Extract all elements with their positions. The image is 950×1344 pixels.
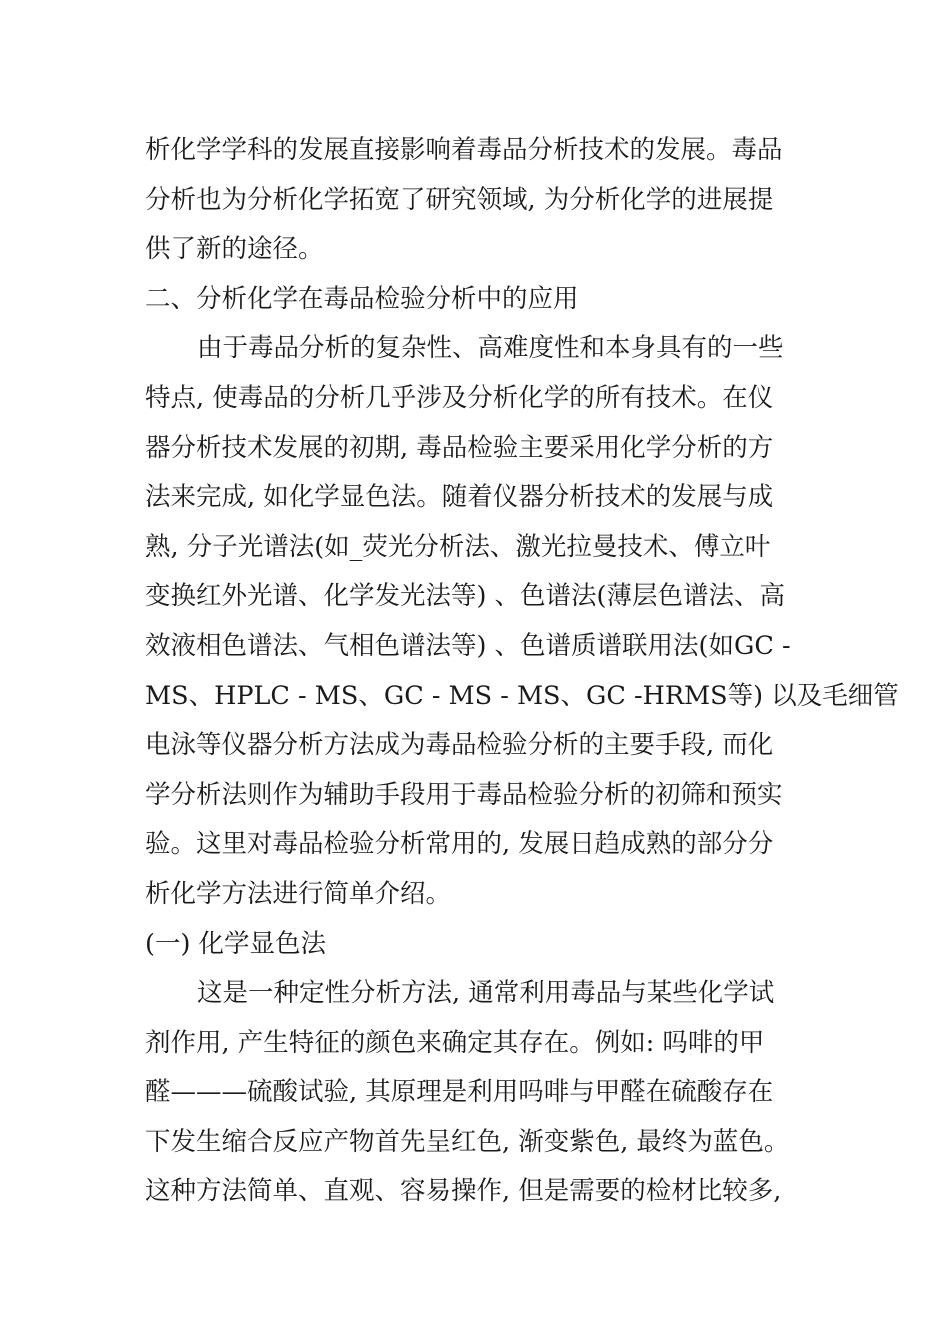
subsection-heading: (一) 化学显色法 (145, 928, 327, 959)
text-line: 验。这里对毒品检验分析常用的, 发展日趋成熟的部分分 (145, 829, 774, 860)
text-line: 变换红外光谱、化学发光法等) 、色谱法(薄层色谱法、高 (145, 581, 786, 612)
text-line: 法来完成, 如化学显色法。随着仪器分析技术的发展与成 (145, 482, 774, 513)
text-line: 这是一种定性分析方法, 通常利用毒品与某些化学试 (197, 978, 775, 1009)
text-line: 器分析技术发展的初期, 毒品检验主要采用化学分析的方 (145, 432, 774, 463)
text-line: 由于毒品分析的复杂性、高难度性和本身具有的一些 (197, 333, 784, 364)
text-line: 醛———硫酸试验, 其原理是利用吗啡与甲醛在硫酸存在 (145, 1077, 774, 1108)
text-line: 析化学学科的发展直接影响着毒品分析技术的发展。毒品 (145, 135, 783, 165)
text-line: 下发生缩合反应产物首先呈红色, 渐变紫色, 最终为蓝色。 (145, 1126, 790, 1157)
text-line: 效液相色谱法、气相色谱法等) 、色谱质谱联用法(如GC - (145, 630, 791, 661)
section-heading: 二、分析化学在毒品检验分析中的应用 (145, 283, 579, 314)
text-line: 学分析法则作为辅助手段用于毒品检验分析的初筛和预实 (145, 779, 783, 810)
text-line: 析化学方法进行简单介绍。 (145, 878, 452, 909)
text-line: 电泳等仪器分析方法成为毒品检验分析的主要手段, 而化 (145, 730, 774, 761)
body-text (145, 126, 899, 1217)
text-line: 这种方法简单、直观、容易操作, 但是需要的检材比较多, (145, 1176, 782, 1207)
text-line: 特点, 使毒品的分析几乎涉及分析化学的所有技术。在仪 (145, 382, 774, 413)
text-line: 熟, 分子光谱法(如_荧光分析法、激光拉曼技术、傅立叶 (145, 531, 771, 562)
text-line: MS、HPLC - MS、GC - MS - MS、GC -HRMS等) 以及毛细管 (145, 680, 899, 711)
text-line: 分析也为分析化学拓宽了研究领域, 为分析化学的进展提 (145, 184, 774, 215)
text-line: 供了新的途径。 (145, 234, 324, 265)
text-line: 剂作用, 产生特征的颜色来确定其存在。例如: 吗啡的甲 (145, 1027, 765, 1058)
